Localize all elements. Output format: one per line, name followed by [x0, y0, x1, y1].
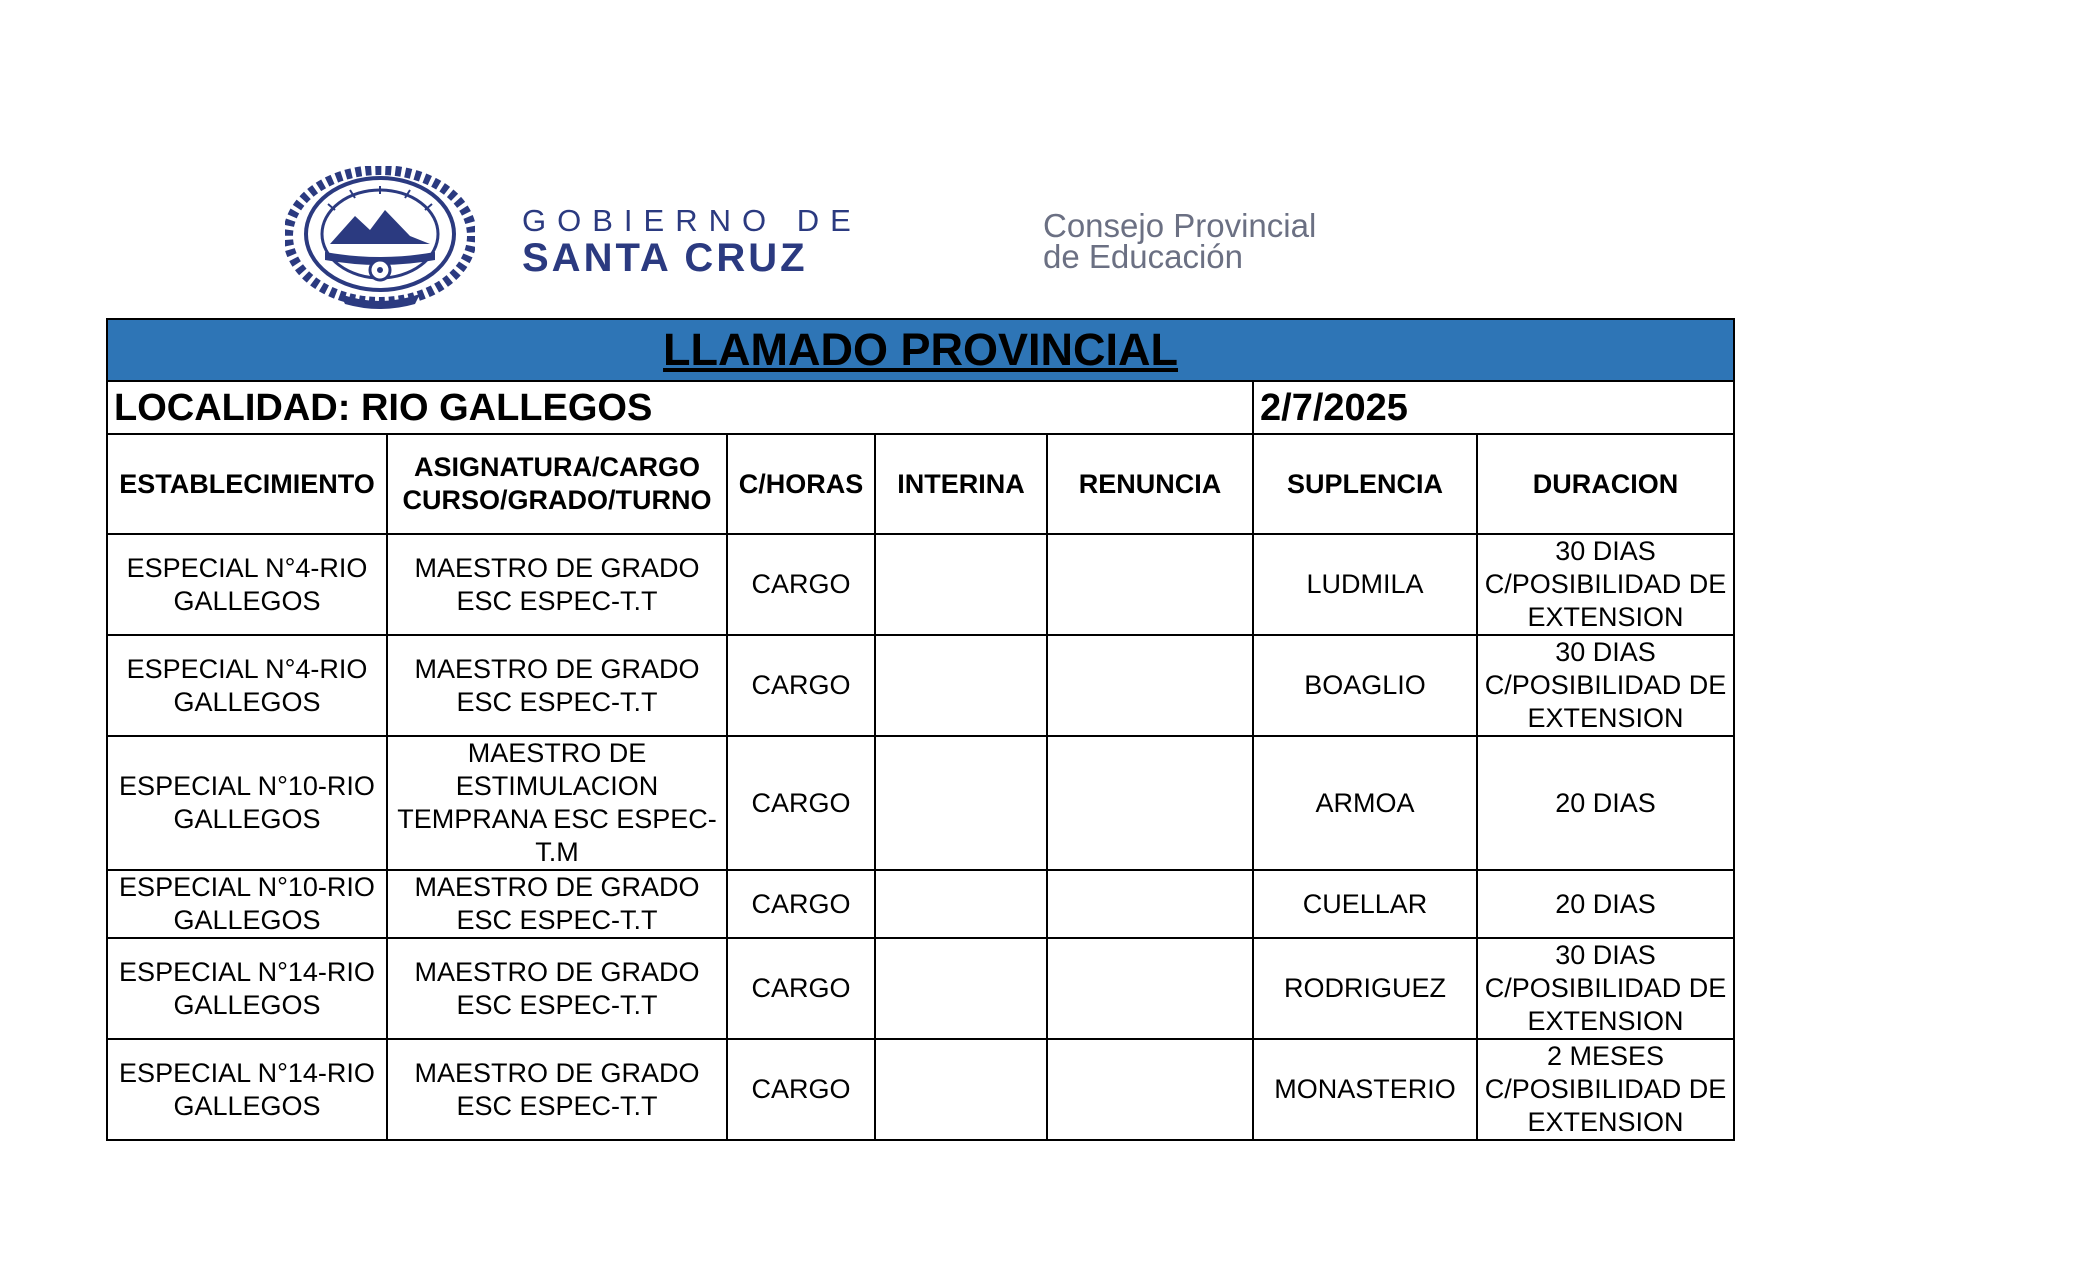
- substitute-cell: BOAGLIO: [1253, 635, 1477, 736]
- hours-cell: CARGO: [727, 938, 875, 1039]
- council-line-2: de Educación: [1043, 238, 1243, 275]
- interim-cell: [875, 534, 1047, 635]
- subject-cell: MAESTRO DE GRADO ESC ESPEC-T.T: [387, 938, 727, 1039]
- resignation-cell: [1047, 635, 1253, 736]
- substitute-cell: RODRIGUEZ: [1253, 938, 1477, 1039]
- subject-cell: MAESTRO DE GRADO ESC ESPEC-T.T: [387, 635, 727, 736]
- santa-cruz-seal-icon: [285, 166, 475, 312]
- substitute-cell: CUELLAR: [1253, 870, 1477, 938]
- duration-cell: 20 DIAS: [1477, 870, 1734, 938]
- establishment-cell: ESPECIAL N°10-RIO GALLEGOS: [107, 870, 387, 938]
- column-header-part: ASIGNATURA/CARGO: [414, 452, 700, 482]
- establishment-cell: ESPECIAL N°4-RIO GALLEGOS: [107, 534, 387, 635]
- call-date: 2/7/2025: [1253, 381, 1734, 434]
- gov-line-2: SANTA CRUZ: [522, 236, 808, 280]
- establishment-cell: ESPECIAL N°10-RIO GALLEGOS: [107, 736, 387, 870]
- establishment-cell: ESPECIAL N°14-RIO GALLEGOS: [107, 938, 387, 1039]
- hours-cell: CARGO: [727, 870, 875, 938]
- council-line-1: Consejo Provincial: [1043, 207, 1317, 244]
- duration-cell: 30 DIAS C/POSIBILIDAD DE EXTENSION: [1477, 635, 1734, 736]
- column-header: DURACION: [1477, 434, 1734, 534]
- table-header-row: [107, 434, 1734, 534]
- table-row: [107, 736, 1734, 870]
- interim-cell: [875, 870, 1047, 938]
- document-header: [285, 166, 1485, 312]
- table-row: [107, 635, 1734, 736]
- subject-cell: MAESTRO DE GRADO ESC ESPEC-T.T: [387, 870, 727, 938]
- hours-cell: CARGO: [727, 635, 875, 736]
- establishment-cell: ESPECIAL N°4-RIO GALLEGOS: [107, 635, 387, 736]
- table-row: [107, 1039, 1734, 1140]
- gov-line-1: GOBIERNO DE: [522, 203, 862, 238]
- column-header: SUPLENCIA: [1253, 434, 1477, 534]
- hours-cell: CARGO: [727, 1039, 875, 1140]
- duration-cell: 30 DIAS C/POSIBILIDAD DE EXTENSION: [1477, 534, 1734, 635]
- interim-cell: [875, 736, 1047, 870]
- substitute-cell: LUDMILA: [1253, 534, 1477, 635]
- duration-cell: 30 DIAS C/POSIBILIDAD DE EXTENSION: [1477, 938, 1734, 1039]
- establishment-cell: ESPECIAL N°14-RIO GALLEGOS: [107, 1039, 387, 1140]
- resignation-cell: [1047, 1039, 1253, 1140]
- column-header: RENUNCIA: [1047, 434, 1253, 534]
- subject-cell: MAESTRO DE GRADO ESC ESPEC-T.T: [387, 534, 727, 635]
- interim-cell: [875, 1039, 1047, 1140]
- subject-cell: MAESTRO DE GRADO ESC ESPEC-T.T: [387, 1039, 727, 1140]
- locality-label: LOCALIDAD: RIO GALLEGOS: [107, 381, 1253, 434]
- column-header-part: CURSO/GRADO/TURNO: [402, 485, 712, 515]
- hours-cell: CARGO: [727, 736, 875, 870]
- interim-cell: [875, 635, 1047, 736]
- table-row: [107, 938, 1734, 1039]
- column-header: ESTABLECIMIENTO: [107, 434, 387, 534]
- duration-cell: 20 DIAS: [1477, 736, 1734, 870]
- duration-cell: 2 MESES C/POSIBILIDAD DE EXTENSION: [1477, 1039, 1734, 1140]
- substitute-cell: MONASTERIO: [1253, 1039, 1477, 1140]
- column-header: [387, 434, 727, 534]
- column-header: C/HORAS: [727, 434, 875, 534]
- table-row: [107, 534, 1734, 635]
- government-wordmark: [522, 204, 862, 278]
- resignation-cell: [1047, 870, 1253, 938]
- resignation-cell: [1047, 534, 1253, 635]
- table-row: [107, 870, 1734, 938]
- vacancy-table: [106, 318, 1735, 1141]
- resignation-cell: [1047, 938, 1253, 1039]
- column-header: INTERINA: [875, 434, 1047, 534]
- hours-cell: CARGO: [727, 534, 875, 635]
- page-title: LLAMADO PROVINCIAL: [107, 319, 1734, 381]
- resignation-cell: [1047, 736, 1253, 870]
- subject-cell: MAESTRO DE ESTIMULACION TEMPRANA ESC ESPEC-T.M: [387, 736, 727, 870]
- council-wordmark: [1043, 207, 1317, 275]
- substitute-cell: ARMOA: [1253, 736, 1477, 870]
- interim-cell: [875, 938, 1047, 1039]
